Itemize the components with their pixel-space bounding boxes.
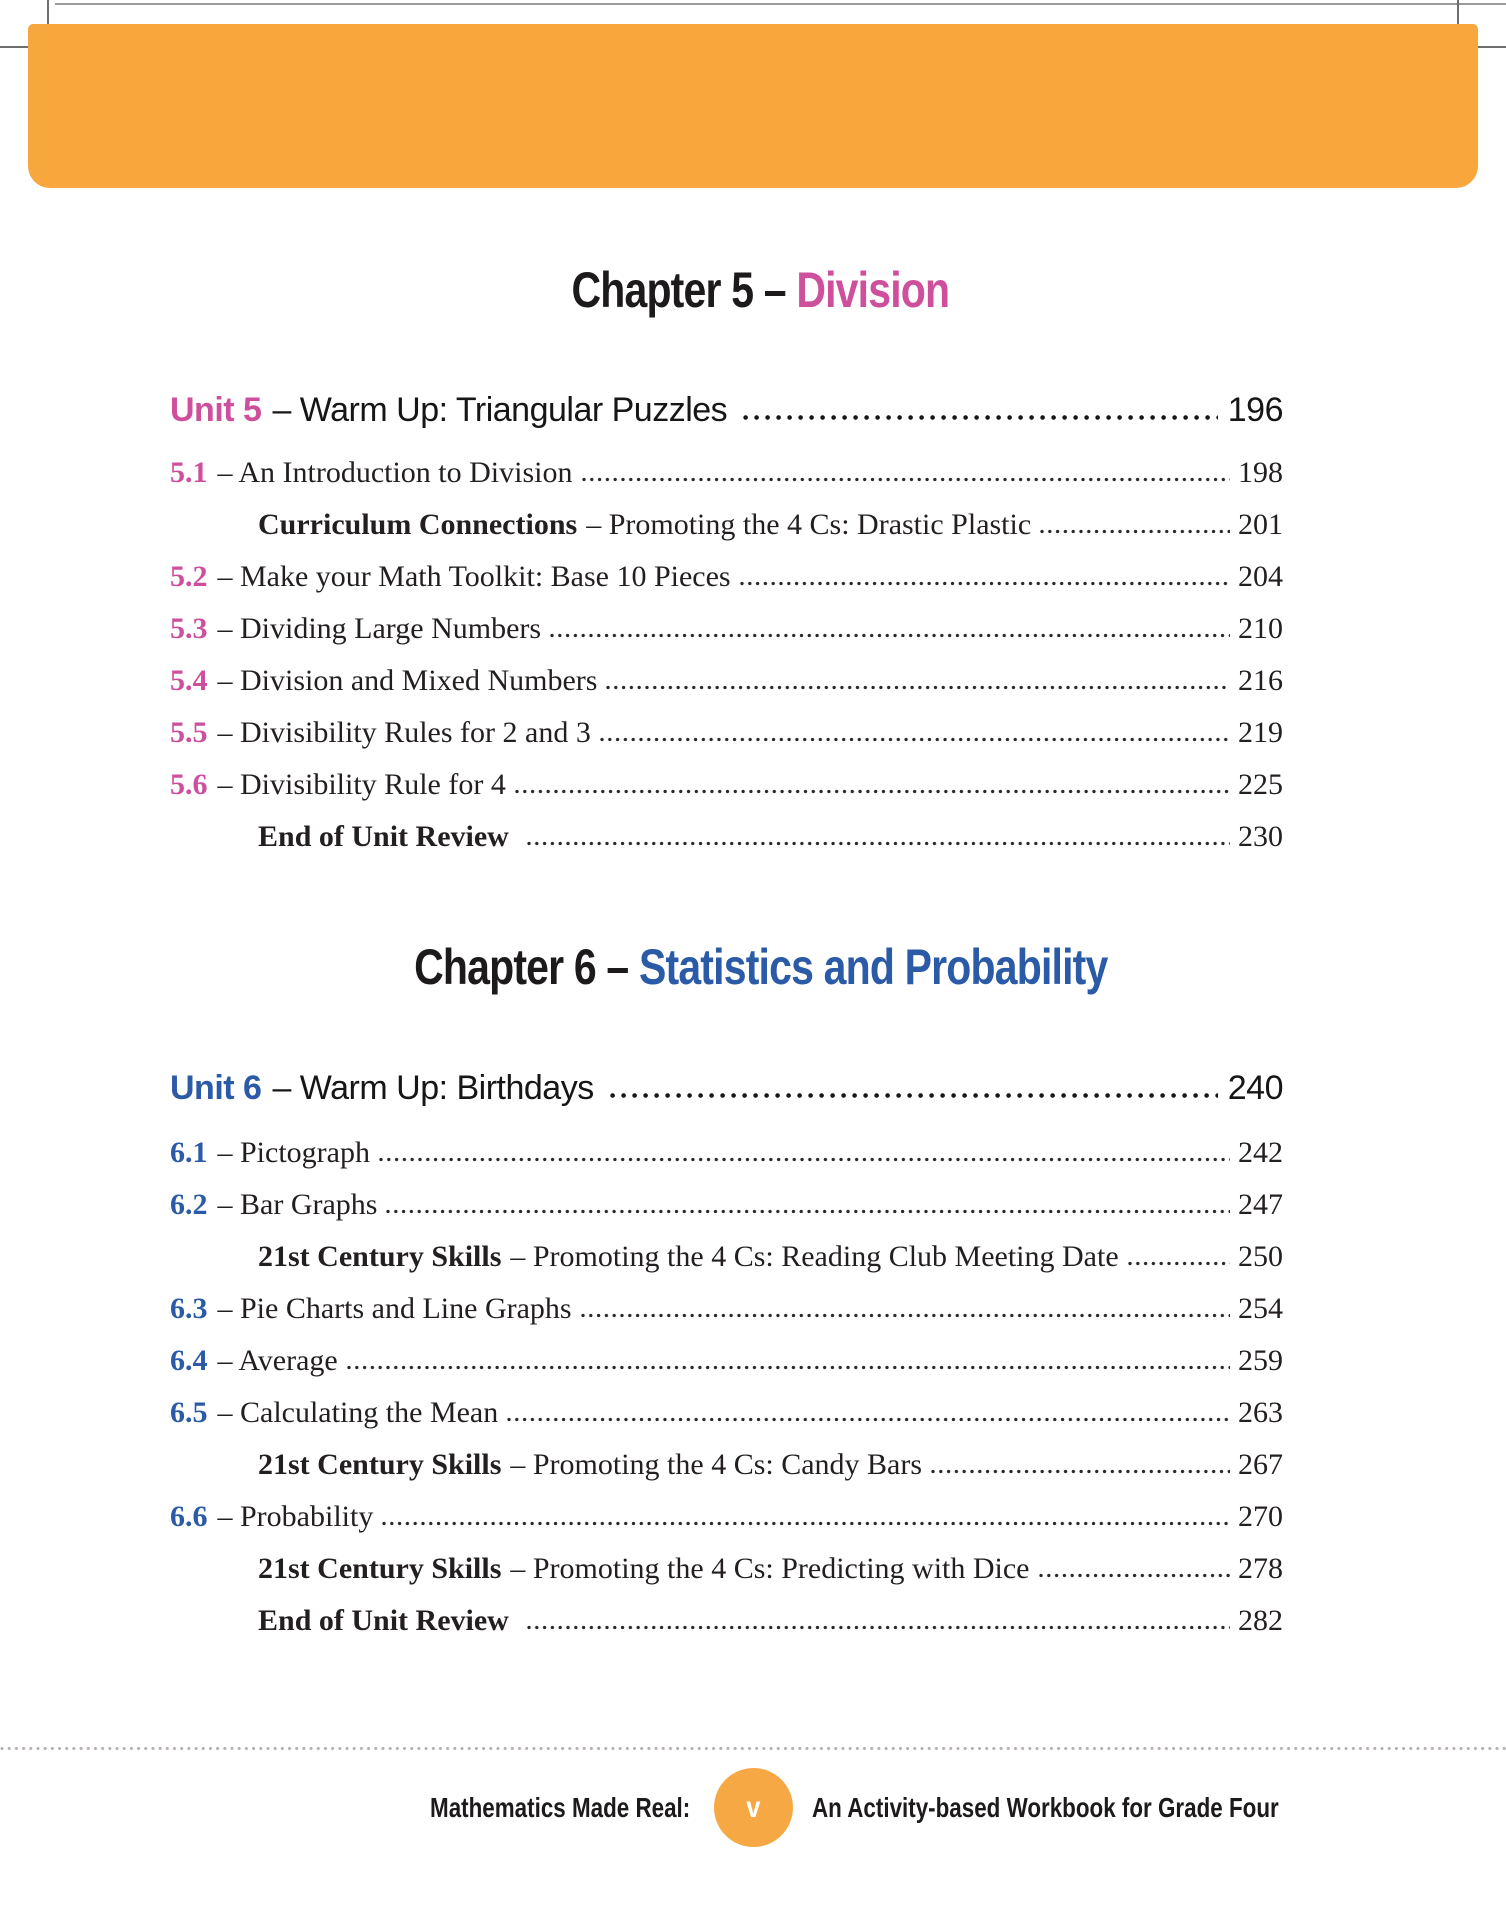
- entry-page-number: 216: [1238, 664, 1283, 697]
- entry-title: – Average: [217, 1344, 338, 1377]
- header-orange-band: [28, 24, 1478, 188]
- dotted-leader: [931, 1469, 1230, 1474]
- entry-page-number: 259: [1238, 1344, 1283, 1377]
- entry-title: – Probability: [217, 1500, 374, 1533]
- dotted-leader: [581, 1313, 1230, 1318]
- entry-number: 6.5: [170, 1396, 208, 1429]
- entry-lead: 21st Century Skills: [258, 1448, 502, 1481]
- dotted-leader: [507, 1417, 1230, 1422]
- unit-page-number: 240: [1227, 1069, 1283, 1107]
- entry-page-number: 198: [1238, 456, 1283, 489]
- entry-number: 5.4: [170, 664, 208, 697]
- entry-lead: 21st Century Skills: [258, 1552, 502, 1585]
- entry-title: – Bar Graphs: [217, 1188, 378, 1221]
- entry-number: 5.3: [170, 612, 208, 645]
- entry-page-number: 263: [1238, 1396, 1283, 1429]
- toc-entry-row: [170, 603, 1283, 655]
- dotted-leader: [382, 1521, 1230, 1526]
- scan-edge-line: [55, 3, 1506, 5]
- toc-entry-row: [170, 1387, 1283, 1439]
- entry-title: – Division and Mixed Numbers: [217, 664, 598, 697]
- unit-title: – Warm Up: Birthdays: [272, 1069, 594, 1107]
- toc-entry-row: [170, 499, 1283, 551]
- entry-number: 6.6: [170, 1500, 208, 1533]
- entry-page-number: 247: [1238, 1188, 1283, 1221]
- entry-page-number: 254: [1238, 1292, 1283, 1325]
- dotted-leader: [582, 477, 1231, 482]
- entry-title: – Dividing Large Numbers: [217, 612, 542, 645]
- toc-entry-row: [170, 1491, 1283, 1543]
- entry-number: 6.2: [170, 1188, 208, 1221]
- chapter-5-section: [170, 262, 1283, 863]
- entries-list: [170, 1127, 1283, 1647]
- unit-page-number: 196: [1227, 391, 1283, 429]
- entry-lead: End of Unit Review: [258, 1604, 509, 1637]
- chapter-title-name: Division: [796, 262, 950, 318]
- entry-number: 6.1: [170, 1136, 208, 1169]
- toc-entry-row: [170, 707, 1283, 759]
- dotted-leader: [743, 414, 1218, 421]
- unit-label: Unit 6: [170, 1069, 262, 1107]
- entry-title: – Promoting the 4 Cs: Drastic Plastic: [586, 508, 1032, 541]
- entry-page-number: 250: [1238, 1240, 1283, 1273]
- footer-dotted-divider: [0, 1746, 1506, 1751]
- toc-entry-row: [170, 1179, 1283, 1231]
- entry-page-number: 204: [1238, 560, 1283, 593]
- entry-number: 6.3: [170, 1292, 208, 1325]
- toc-entry-row: [170, 759, 1283, 811]
- dotted-leader: [1128, 1261, 1230, 1266]
- entry-page-number: 219: [1238, 716, 1283, 749]
- dotted-leader: [606, 685, 1230, 690]
- footer-book-title: Mathematics Made Real:: [429, 1792, 690, 1823]
- entry-title: – Divisibility Rule for 4: [217, 768, 506, 801]
- dotted-leader: [347, 1365, 1230, 1370]
- dotted-leader: [1040, 529, 1230, 534]
- entry-page-number: 242: [1238, 1136, 1283, 1169]
- entry-page-number: 267: [1238, 1448, 1283, 1481]
- dotted-leader: [740, 581, 1230, 586]
- entry-page-number: 270: [1238, 1500, 1283, 1533]
- entry-lead: Curriculum Connections: [258, 508, 578, 541]
- entry-number: 6.4: [170, 1344, 208, 1377]
- entry-page-number: 201: [1238, 508, 1283, 541]
- dotted-leader: [386, 1209, 1230, 1214]
- entry-lead: 21st Century Skills: [258, 1240, 502, 1273]
- dotted-leader: [515, 789, 1230, 794]
- entry-title: – Calculating the Mean: [217, 1396, 499, 1429]
- entry-lead: End of Unit Review: [258, 820, 509, 853]
- dotted-leader: [527, 1625, 1230, 1630]
- entry-page-number: 230: [1238, 820, 1283, 853]
- chapter-6-section: [170, 939, 1283, 1647]
- entry-title: – Pictograph: [217, 1136, 370, 1169]
- entry-title: – Promoting the 4 Cs: Predicting with Dice: [510, 1552, 1030, 1585]
- unit-label: Unit 5: [170, 391, 262, 429]
- toc-entry-row: [170, 1335, 1283, 1387]
- entry-page-number: 278: [1238, 1552, 1283, 1585]
- dotted-leader: [600, 737, 1230, 742]
- entry-title: – Promoting the 4 Cs: Reading Club Meeting Date: [510, 1240, 1119, 1273]
- toc-entry-row: [170, 1231, 1283, 1283]
- footer-book-subtitle: An Activity-based Workbook for Grade Four: [812, 1792, 1279, 1823]
- toc-entry-row: [170, 551, 1283, 603]
- entry-number: 5.1: [170, 456, 208, 489]
- unit-heading-row: [170, 386, 1283, 434]
- entries-list: [170, 447, 1283, 863]
- dotted-leader: [610, 1092, 1218, 1099]
- chapter-title-prefix: Chapter 6 –: [413, 939, 639, 995]
- toc-entry-row: [170, 1595, 1283, 1647]
- toc-entry-row: [170, 655, 1283, 707]
- entry-title: – Promoting the 4 Cs: Candy Bars: [510, 1448, 923, 1481]
- dotted-leader: [527, 841, 1230, 846]
- footer-page-number: v: [746, 1790, 761, 1824]
- entry-page-number: 282: [1238, 1604, 1283, 1637]
- dotted-leader: [550, 633, 1230, 638]
- entry-title: – Divisibility Rules for 2 and 3: [217, 716, 591, 749]
- chapter-title-name: Statistics and Probability: [638, 939, 1108, 995]
- entry-page-number: 225: [1238, 768, 1283, 801]
- toc-entry-row: [170, 811, 1283, 863]
- footer-page-badge: [714, 1768, 793, 1847]
- chapter-title-prefix: Chapter 5 –: [571, 262, 797, 318]
- dotted-leader: [379, 1157, 1230, 1162]
- dotted-leader: [1039, 1573, 1230, 1578]
- entry-number: 5.2: [170, 560, 208, 593]
- entry-title: – Make your Math Toolkit: Base 10 Pieces: [217, 560, 731, 593]
- toc-entry-row: [170, 1439, 1283, 1491]
- entry-page-number: 210: [1238, 612, 1283, 645]
- toc-entry-row: [170, 1543, 1283, 1595]
- entry-number: 5.6: [170, 768, 208, 801]
- toc-entry-row: [170, 447, 1283, 499]
- unit-title: – Warm Up: Triangular Puzzles: [272, 391, 728, 429]
- unit-heading-row: [170, 1064, 1283, 1112]
- toc-entry-row: [170, 1127, 1283, 1179]
- entry-title: – Pie Charts and Line Graphs: [217, 1292, 572, 1325]
- chapter-title: [204, 939, 1317, 995]
- entry-title: – An Introduction to Division: [217, 456, 573, 489]
- entry-number: 5.5: [170, 716, 208, 749]
- toc-entry-row: [170, 1283, 1283, 1335]
- chapter-title: [204, 262, 1317, 318]
